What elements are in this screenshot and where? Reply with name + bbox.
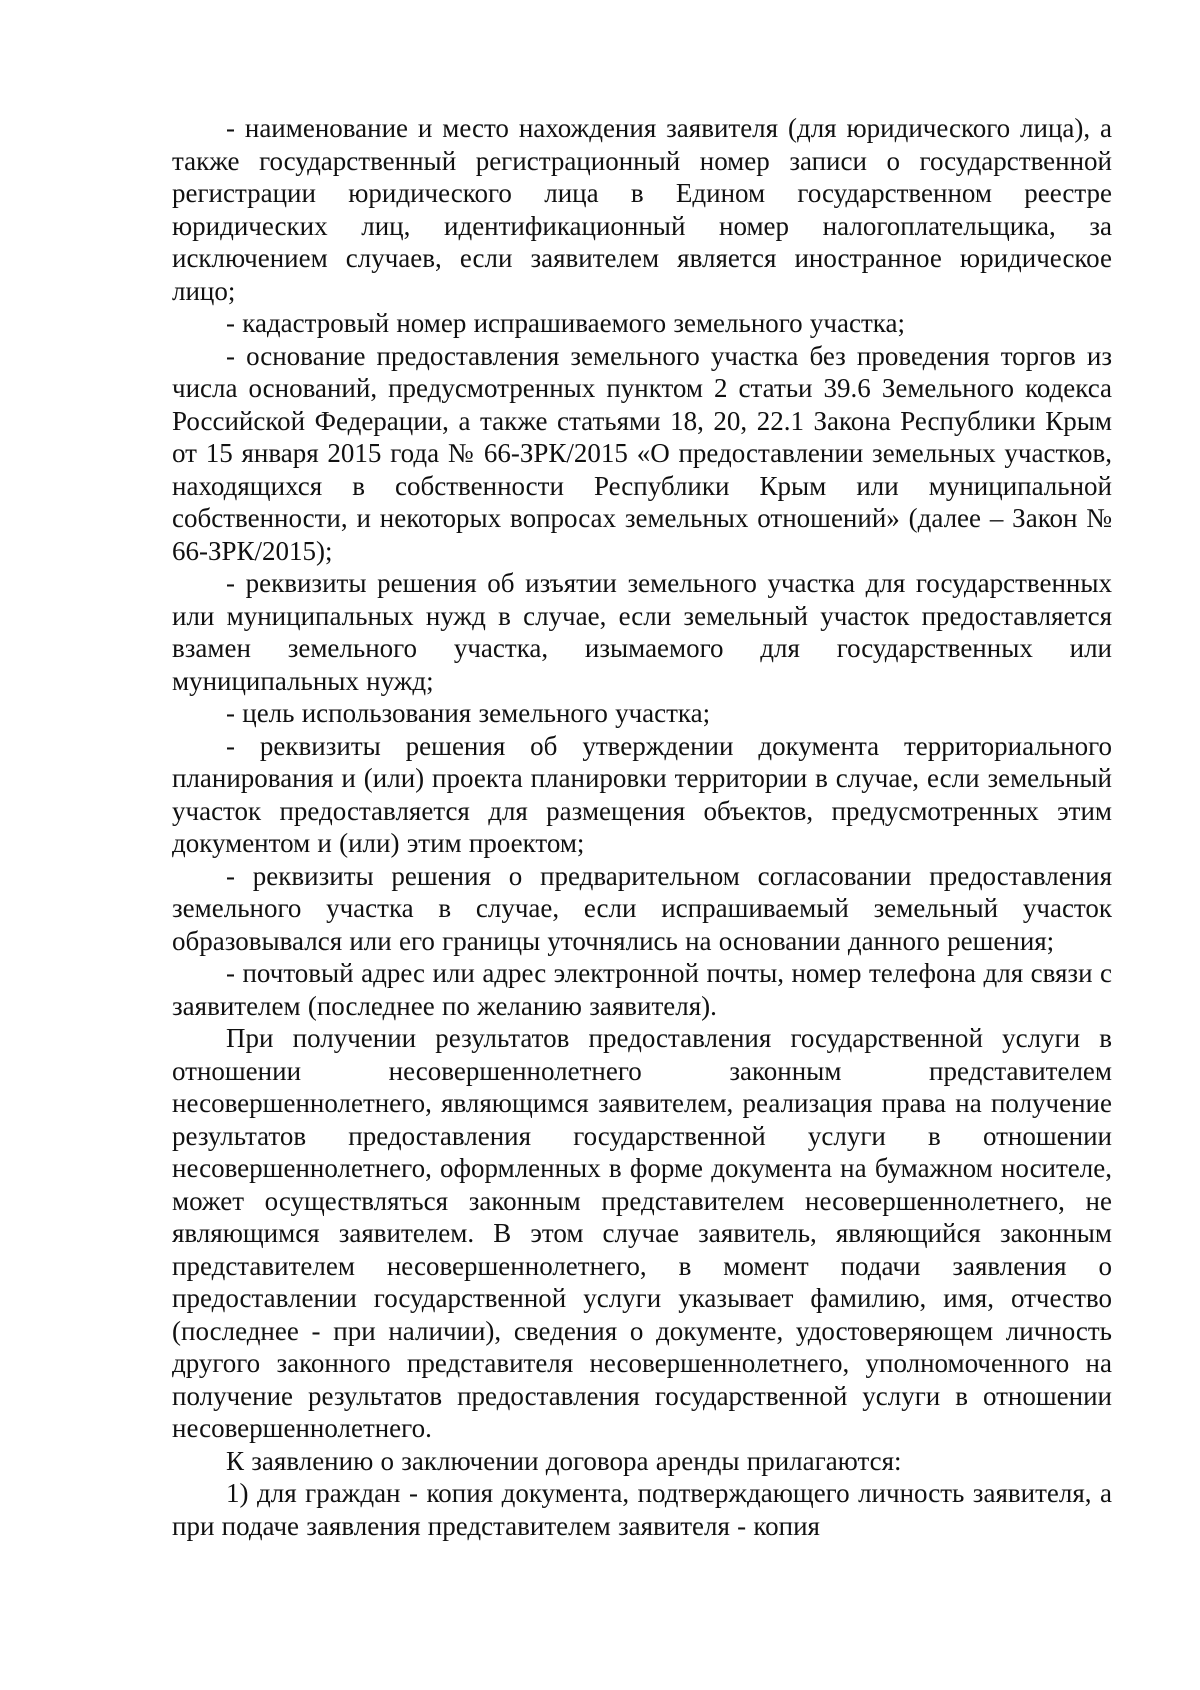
paragraph-lease-attachments: К заявлению о заключении договора аренды прилагаются: [226,1445,902,1476]
paragraph-land-use-purpose: - цель использования земельного участка; [226,698,711,728]
paragraph-legal-entity-name: - наименование и место нахождения заявителя (для юридического лица), а также государственный регистрационный номер записи о государственной регистрации юридического лица в Едином государственном реестре юридических лиц, идентификационный номер налогоплательщика, за исключением случаев, если заявителем является иностранное юридическое лицо; [172,113,1112,306]
paragraph-planning-document: - реквизиты решения об утверждении документа территориального планирования и (или) проекта планировки территории в случае, если земельный участок предоставляется для размещения объектов, предусмотренных этим документом и (или) этим проектом; [172,730,1112,858]
paragraph-citizens-identity-copy: 1) для граждан - копия документа, подтверждающего личность заявителя, а при подаче заявления представителем заявителя - копия [172,1478,1112,1541]
paragraph-contact-address: - почтовый адрес или адрес электронной почты, номер телефона для связи с заявителем (последнее по желанию заявителя). [172,958,1112,1021]
paragraph-cadastral-number: - кадастровый номер испрашиваемого земельного участка; [226,308,905,338]
document-page [172,112,1112,1542]
paragraph-basis-without-auction: - основание предоставления земельного участка без проведения торгов из числа оснований, предусмотренных пунктом 2 статьи 39.6 Земельного кодекса Российской Федерации, а также статьями 18, 20, 22.1 Закона Республики Крым от 15 января 2015 года № 66-ЗРК/2015 «О предоставлении земельных участков, находящихся в собственности Республики Крым или муниципальной собственности, и некоторых вопросах земельных отношений» (далее – Закон № 66-ЗРК/2015); [172,340,1112,566]
paragraph-minor-representative: При получении результатов предоставления государственной услуги в отношении несовершеннолетнего законным представителем несовершеннолетнего, являющимся заявителем, реализация права на получение результатов предоставления государственной услуги в отношении несовершеннолетнего, оформленных в форме документа на бумажном носителе, может осуществляться законным представителем несовершеннолетнего, не являющимся заявителем. В этом случае заявитель, являющийся законным представителем несовершеннолетнего, в момент подачи заявления о предоставлении государственной услуги указывает фамилию, имя, отчество (последнее - при наличии), сведения о документе, удостоверяющем личность другого законного представителя несовершеннолетнего, уполномоченного на получение результатов предоставления государственной услуги в отношении несовершеннолетнего. [172,1023,1112,1443]
paragraph-preliminary-approval: - реквизиты решения о предварительном согласовании предоставления земельного участка в случае, если испрашиваемый земельный участок образовывался или его границы уточнялись на основании данного решения; [172,860,1112,956]
paragraph-withdrawal-decision: - реквизиты решения об изъятии земельного участка для государственных или муниципальных нужд в случае, если земельный участок предоставляется взамен земельного участка, изымаемого для государственных или муниципальных нужд; [172,568,1112,696]
